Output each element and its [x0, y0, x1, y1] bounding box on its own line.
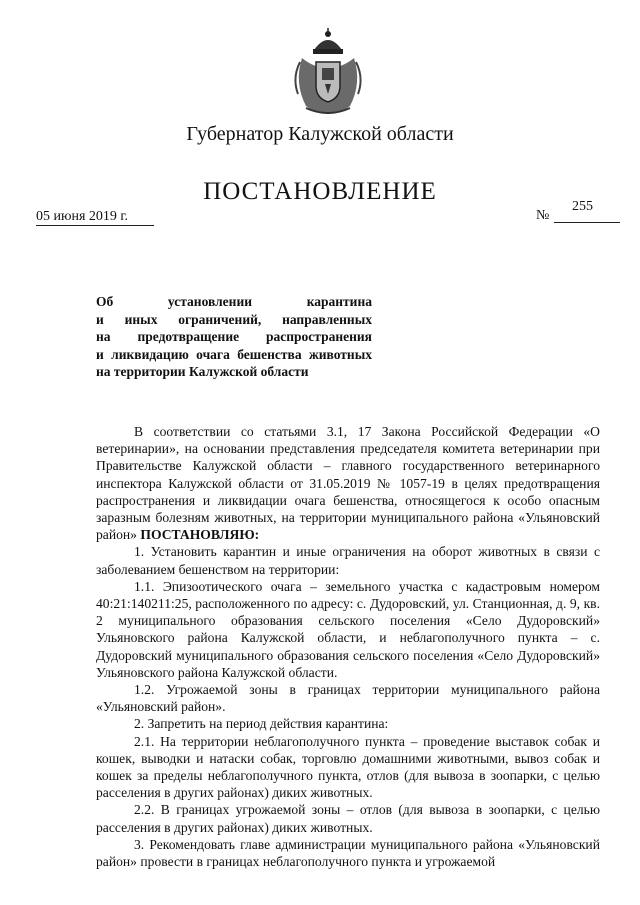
clause-2-1: 2.1. На территории неблагополучного пункта – проведение выставок собак и кошек, выводки и натаски собак, торговлю домашними животными, вывоз собак и кошек за пределы неблагополучного пункта, отлов (для вывоза в зоопарки, с целью расселения в других районах) диких животных.	[96, 733, 600, 801]
decree-number: 255	[572, 199, 593, 214]
decree-body	[96, 423, 600, 870]
coat-of-arms-icon	[292, 28, 364, 114]
decree-word: ПОСТАНОВЛЯЮ:	[140, 527, 260, 543]
preamble-text: В соответствии со статьями 3.1, 17 Закона Российской Федерации «О ветеринарии», на основании представления председателя комитета ветеринарии при Правительстве Калужской области – главного государственного ветеринарного инспектора Калужской области от 31.05.2019 № 1057-19 в целях предотвращения распространения и ликвидации очага бешенства, относящегося к особо опасным заразным болезням животных, на территории муниципального района «Ульяновский район»	[96, 424, 600, 543]
subject-line: на предотвращение распространения	[96, 329, 372, 344]
clause-1: 1. Установить карантин и иные ограничения на оборот животных в связи с заболеванием бешенством на территории:	[96, 544, 600, 577]
clause-2-2: 2.2. В границах угрожаемой зоны – отлов (для вывоза в зоопарки, с целью расселения в других районах) диких животных.	[96, 802, 600, 835]
clause-3: 3. Рекомендовать главе администрации муниципального района «Ульяновский район» провести в границах неблагополучного пункта и угрожаемой	[96, 836, 600, 870]
number-underline	[554, 222, 620, 223]
clause-1-1: 1.1. Эпизоотического очага – земельного участка с кадастровым номером 40:21:140211:25, расположенного по адресу: с. Дудоровский, ул. Станционная, д. 9, кв. 2 муниципального образования сельского поселения «Село Дудоровский» Ульяновского района Калужской области, и неблагополучного пункта – с. Дудоровский муниципального образования сельского поселения «Село Дудоровский» Ульяновского района Калужской области.	[96, 578, 600, 680]
preamble-paragraph	[96, 423, 600, 543]
clause-1-2: 1.2. Угрожаемой зоны в границах территории муниципального района «Ульяновский район».	[96, 682, 600, 715]
subject-line: Об установлении карантина	[96, 294, 372, 309]
decree-subject	[96, 293, 372, 381]
number-label: №	[536, 208, 550, 223]
issuing-authority: Губернатор Калужской области	[186, 123, 454, 145]
decree-date: 05 июня 2019 г.	[36, 209, 129, 224]
subject-line: и ликвидацию очага бешенства животных	[96, 346, 372, 362]
document-type-title: ПОСТАНОВЛЕНИЕ	[203, 178, 437, 205]
subject-line: и иных ограничений, направленных	[96, 311, 372, 327]
clause-2: 2. Запретить на период действия карантина:	[134, 716, 389, 732]
date-underline	[36, 225, 154, 226]
subject-line: на территории Калужской области	[96, 364, 309, 379]
